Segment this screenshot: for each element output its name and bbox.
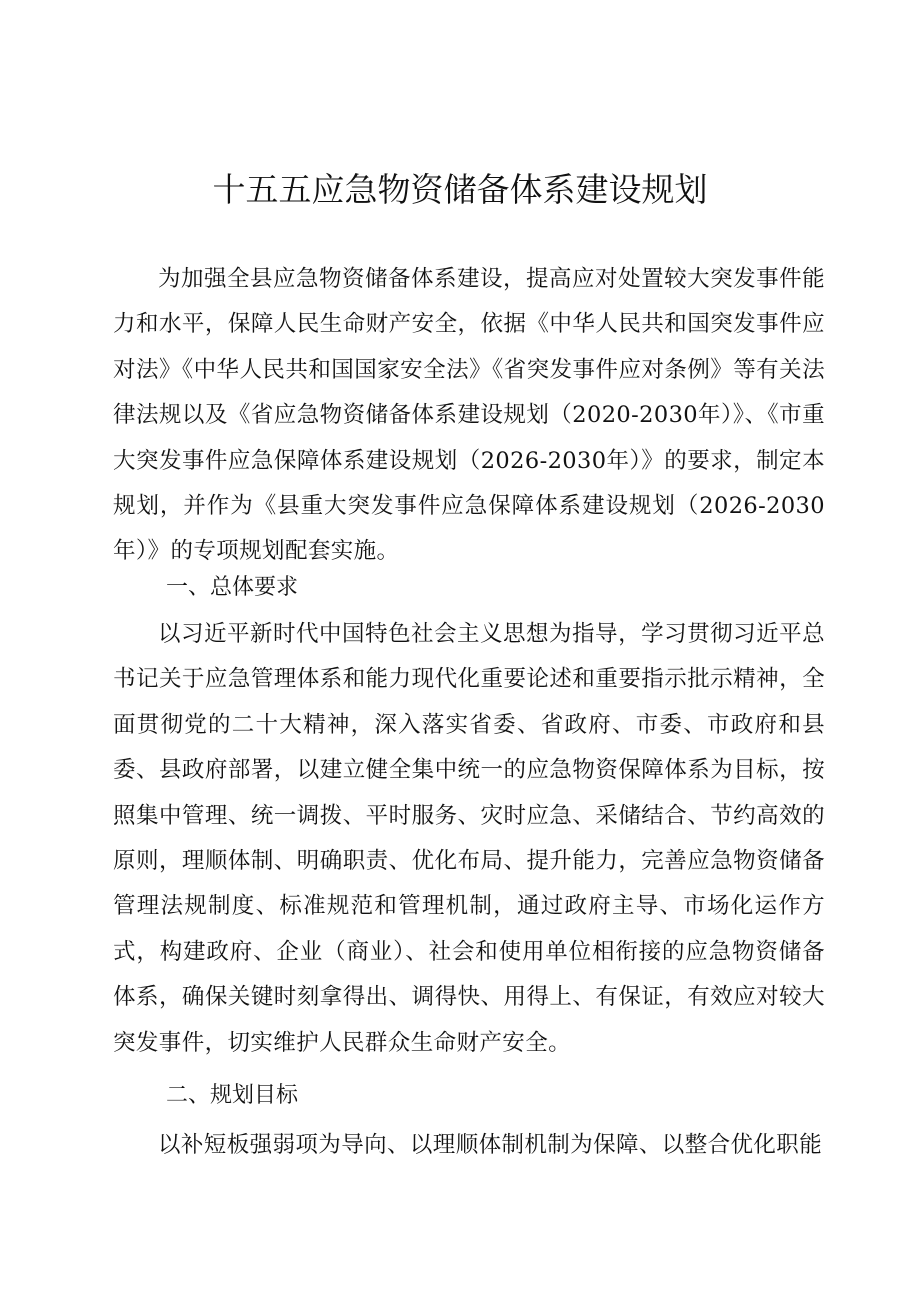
section-paragraph-overall-requirements: 以习近平新时代中国特色社会主义思想为指导，学习贯彻习近平总书记关于应急管理体系和能力现代化重要论述和重要指示批示精神，全面贯彻党的二十大精神，深入落实省委、省政府、市委、市政府和县委、县政府部署，以建立健全集中统一的应急物资保障体系为目标，按照集中管理、统一调拨、平时服务、灾时应急、采储结合、节约高效的原则，理顺体制、明确职责、优化布局、提升能力，完善应急物资储备管理法规制度、标准规范和管理机制，通过政府主导、市场化运作方式，构建政府、企业（商业）、社会和使用单位相衔接的应急物资储备体系，确保关键时刻拿得出、调得快、用得上、有保证，有效应对较大突发事件，切实维护人民群众生命财产安全。 xyxy=(113,621,825,1056)
section-paragraph-planning-goals: 以补短板强弱项为导向、以理顺体制机制为保障、以整合优化职能 xyxy=(158,1132,823,1158)
document-title: 十五五应急物资储备体系建设规划 xyxy=(212,170,708,209)
section-heading-planning-goals: 二、规划目标 xyxy=(166,1083,299,1108)
intro-paragraph: 为加强全县应急物资储备体系建设，提高应对处置较大突发事件能力和水平，保障人民生命财产安全，依据《中华人民共和国突发事件应对法》《中华人民共和国国家安全法》《省突发事件应对条例》等有关法律法规以及《省应急物资储备体系建设规划（2020-2030年）》、《市重大突发事件应急保障体系建设规划（2026-2030年）》的要求，制定本规划，并作为《县重大突发事件应急保障体系建设规划（2026-2030年）》的专项规划配套实施。 xyxy=(113,266,825,565)
section-heading-overall-requirements: 一、总体要求 xyxy=(166,575,299,600)
